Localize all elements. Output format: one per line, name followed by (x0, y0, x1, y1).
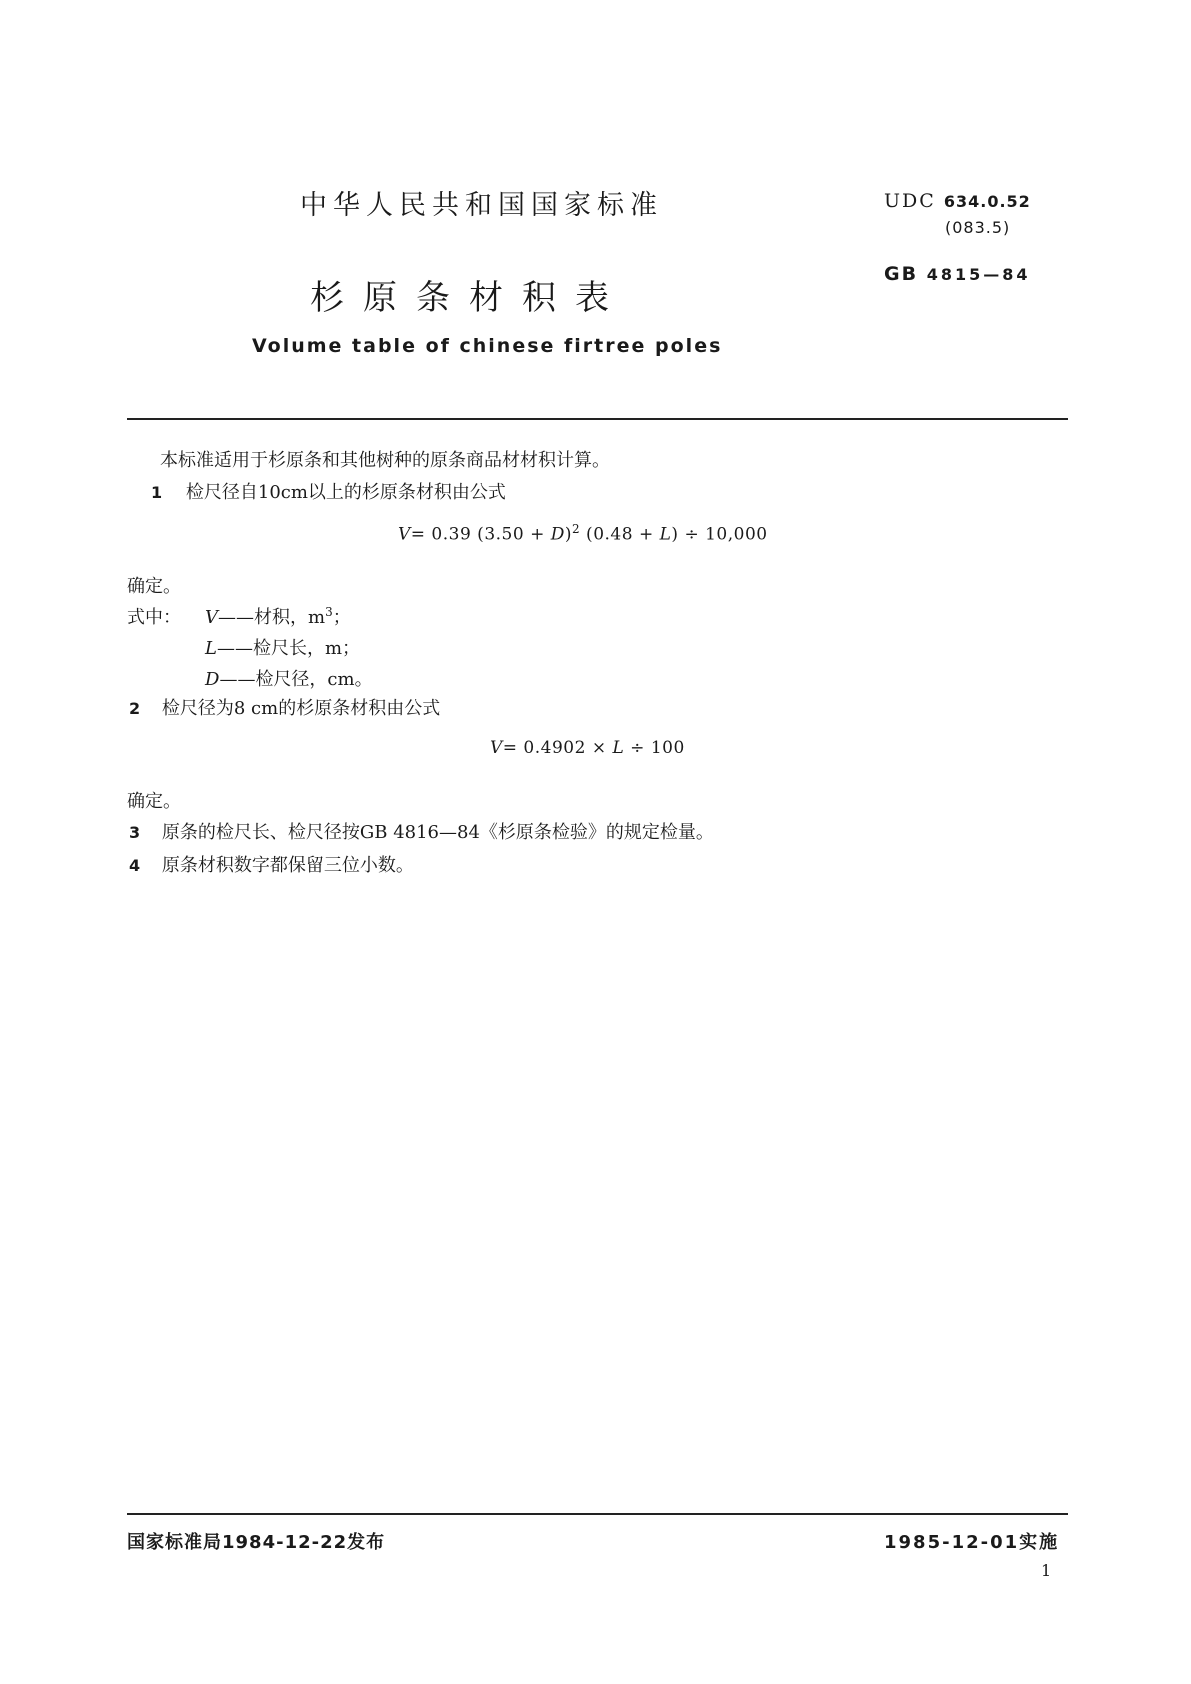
clause-number: 2 (129, 699, 141, 718)
issue-date: 国家标准局1984-12-22发布 (127, 1532, 386, 1553)
formula-part: (0.48 + (580, 524, 660, 545)
gb-code: 4815—84 (926, 265, 1031, 284)
clause-number: 1 (151, 483, 163, 502)
var-d: D (550, 524, 565, 545)
formula-part: ) ÷ 10,000 (671, 524, 768, 545)
formula-2 (490, 738, 685, 758)
definition-l (205, 634, 360, 660)
var-l: L (659, 524, 672, 545)
var-v: V (398, 524, 411, 545)
determine-1: 确定。 (127, 576, 181, 597)
udc-subcode: (083.5) (945, 218, 1011, 237)
var-l: L (612, 738, 625, 758)
formula-part: = 0.39 (3.50 + (410, 524, 551, 545)
gb-label: GB (884, 263, 919, 285)
standard-type-heading: 中华人民共和国国家标准 (300, 190, 663, 221)
page-number: 1 (1041, 1561, 1052, 1580)
formula-1 (398, 522, 768, 545)
exponent: 2 (572, 522, 581, 536)
symbol: L (205, 638, 217, 659)
definition-v (205, 603, 351, 629)
formula-part: = 0.4902 × (502, 738, 613, 758)
clause-text: 原条材积数字都保留三位小数。 (161, 855, 414, 876)
udc-classification (884, 190, 1031, 212)
superscript: 3 (325, 605, 333, 619)
determine-2: 确定。 (127, 791, 181, 812)
udc-label: UDC (884, 190, 936, 212)
clause-text: 原条的检尺长、检尺径按GB 4816—84《杉原条检验》的规定检量。 (161, 822, 714, 843)
clause-1 (151, 478, 506, 504)
header-divider (127, 418, 1068, 420)
formula-part: ) (564, 524, 573, 545)
var-v: V (490, 738, 503, 758)
where-label: 式中： (127, 607, 181, 628)
symbol: D (205, 669, 220, 690)
footer-divider (127, 1513, 1068, 1515)
clause-text: 检尺径自10cm以上的杉原条材积由公式 (185, 482, 506, 503)
definition-text: ——检尺长，m； (216, 638, 361, 659)
udc-code: 634.0.52 (943, 192, 1031, 211)
symbol: V (205, 607, 218, 628)
clause-2 (129, 694, 440, 720)
definition-d (205, 665, 373, 691)
document-title-en: Volume table of chinese firtree poles (252, 335, 723, 357)
clause-3 (129, 818, 714, 844)
definition-tail: ； (332, 607, 351, 628)
definition-text: ——检尺径，cm。 (219, 669, 373, 690)
effective-date: 1985-12-01实施 (884, 1532, 1060, 1553)
definition-text: ——材积，m (218, 607, 326, 628)
clause-4 (129, 851, 414, 877)
clause-number: 4 (129, 856, 141, 875)
formula-part: ÷ 100 (624, 738, 685, 758)
clause-number: 3 (129, 823, 141, 842)
document-title-cn: 杉原条材积表 (310, 278, 628, 318)
intro-paragraph: 本标准适用于杉原条和其他树种的原条商品材材积计算。 (160, 450, 610, 471)
gb-number (884, 263, 1031, 285)
clause-text: 检尺径为8 cm的杉原条材积由公式 (161, 698, 441, 719)
